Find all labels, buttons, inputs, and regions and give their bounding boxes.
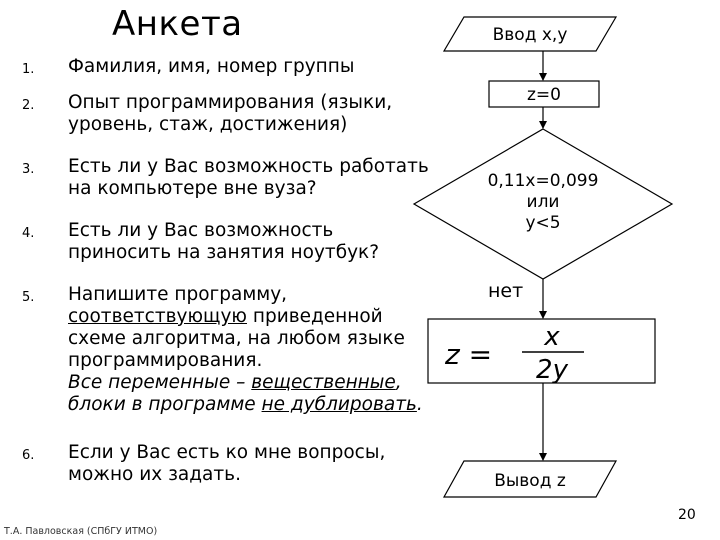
question-number: 2. (22, 98, 35, 113)
input-label: Ввод x,y (492, 25, 568, 45)
question-line: Опыт программирования (языки, (68, 92, 393, 113)
question-line: можно их задать. (68, 464, 241, 485)
text-span: . (416, 394, 423, 415)
init-label: z=0 (527, 85, 561, 105)
text-span: приведенной (246, 306, 383, 327)
question-line: уровень, стаж, достижения) (68, 114, 348, 135)
question-line: Фамилия, имя, номер группы (68, 56, 355, 77)
question-line: приносить на занятия ноутбук? (68, 242, 380, 263)
formula-denominator: 2y (536, 355, 568, 385)
text-span: блоки в программе (68, 394, 262, 415)
question-line: Есть ли у Вас возможность (68, 220, 334, 241)
text-span: , (395, 372, 402, 393)
page-title: Анкета (112, 4, 243, 44)
condition-line: или (526, 192, 560, 212)
footer-author: Т.А. Павловская (СПбГУ ИТМО) (4, 526, 158, 537)
underlined-text: не дублировать (261, 394, 417, 415)
question-number: 4. (22, 226, 35, 241)
question-number: 5. (22, 290, 35, 305)
text-span: Все переменные – (68, 372, 252, 393)
question-line: программирования. (68, 350, 263, 371)
question-number: 1. (22, 62, 35, 77)
question-line: на компьютере вне вуза? (68, 178, 317, 199)
formula-lhs: z = (445, 338, 493, 371)
underlined-text: вещественные (251, 372, 396, 393)
branch-no-label: нет (488, 280, 524, 302)
question-number: 3. (22, 162, 35, 177)
question-line: Есть ли у Вас возможность работать (68, 156, 429, 177)
condition-line: 0,11x=0,099 (487, 171, 599, 191)
question-number: 6. (22, 448, 35, 463)
question-line: Если у Вас есть ко мне вопросы, (68, 442, 386, 463)
underlined-text: соответствующую (68, 306, 247, 327)
formula-numerator: x (544, 322, 560, 352)
condition-line: y<5 (525, 213, 561, 233)
page-number: 20 (678, 507, 696, 523)
question-line: схеме алгоритма, на любом языке (68, 328, 405, 349)
question-line: Напишите программу, (68, 284, 288, 305)
output-label: Вывод z (494, 471, 566, 491)
